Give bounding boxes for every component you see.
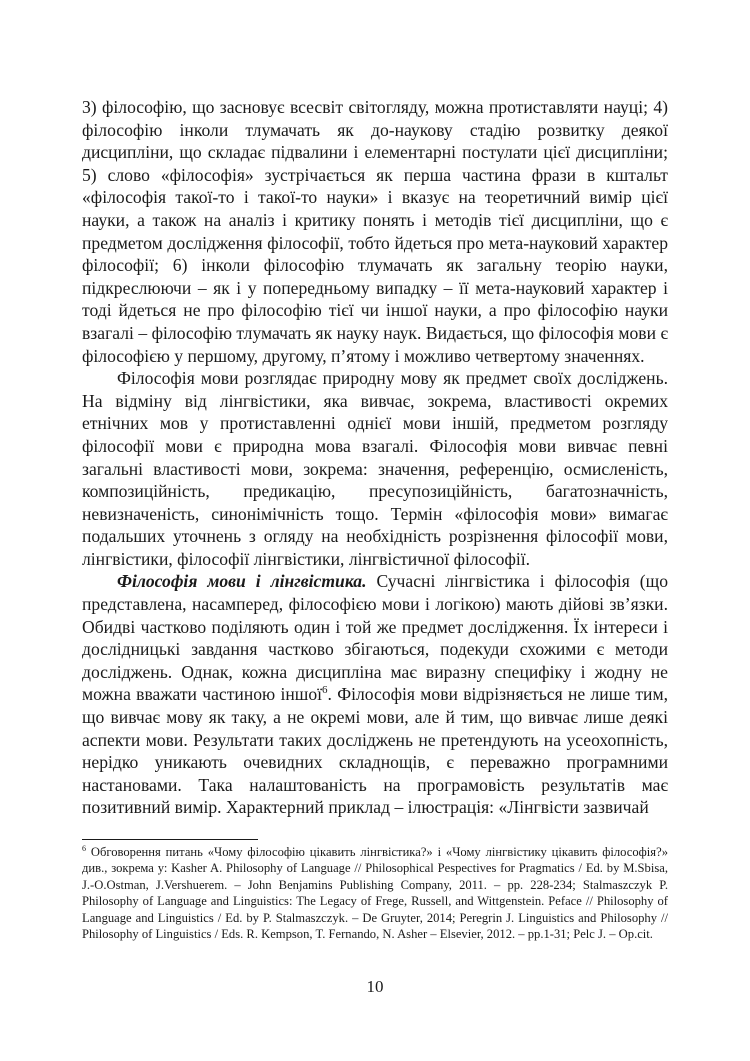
paragraph-3-text-part-2: . Філософія мови відрізняється не лише тим, що вивчає мову як таку, а не окремі мови, але й тим, що вивчає лише деякі аспекти мови. Результати таких досліджень не претендують на усеохопність, нерідко уникають очевидних складнощів, є переважно програмними настановами. Така налаштованість на програмовість результатів має позитивний вимір. Характерний приклад – ілюстрація: «Лінгвісти зазвичай: [82, 684, 668, 818]
footnote-separator: [82, 839, 258, 840]
body-text: [82, 96, 668, 819]
footnote-number: 6: [82, 843, 86, 853]
section-heading: Філософія мови і лінгвістика.: [117, 571, 367, 592]
footnote: [82, 844, 668, 942]
footnote-text: Обговорення питань «Чому філософію цікавить лінгвістика?» і «Чому лінгвістику цікавить філософія?» див., зокрема у: Kasher A. Philosophy of Language // Philosophical Pespectives for Pragmatics / Ed. by M.Sbisa, J.-O.Ostman, J.Vershuerem. – John Benjamins Publishing Company, 2011. – pp. 228-234; Stalmaszczyk P. Philosophy of Language and Linguistics: The Legacy of Frege, Russell, and Wittgenstein. Peface // Philosophy of Language and Linguistics / Ed. by P. Stalmaszczyk. – De Gruyter, 2014; Peregrin J. Linguistics and Philosophy // Philosophy of Linguistics / Eds. R. Kempson, T. Fernando, N. Asher – Elsevier, 2012. – pp.1-31; Pelc J. – Op.cit.: [82, 845, 668, 942]
paragraph-3: [82, 570, 668, 819]
paragraph-1: 3) філософію, що засновує всесвіт світогляду, можна протиставляти науці; 4) філософію інколи тлумачать як до-наукову стадію розвитку деякої дисципліни, що складає підвалини і елементарні постулати цієї дисципліни; 5) слово «філософія» зустрічається як перша частина фрази в кштальт «філософія такої-то і такої-то науки» і вказує на теоретичний вимір цієї науки, а також на аналіз і критику понять і методів тієї дисципліни, що є предметом дослідження філософії, тобто йдеться про мета-науковий характер філософії; 6) інколи філософію тлумачать як загальну теорію науки, підкреслюючи – як і у попередньому випадку – її мета-науковий характер і тоді йдеться не про філософію тієї чи іншої науки, а про філософію науки взагалі – філософію тлумачать як науку наук. Видається, що філософія мови є філософією у першому, другому, п’ятому і можливо четвертому значеннях.: [82, 97, 668, 366]
paragraph-2: Філософія мови розглядає природну мову як предмет своїх досліджень. На відміну від лінгвістики, яка вивчає, зокрема, властивості окремих етнічних мов у протиставленні однієї мови іншій, предметом розгляду філософії мови є природна мова взагалі. Філософія мови вивчає певні загальні властивості мови, зокрема: значення, референцію, осмисленість, композиційність, предикацію, пресупозиційність, багатозначність, невизначеність, синонімічність тощо. Термін «філософія мови» вимагає подальших уточнень з огляду на необхідність розрізнення філософії мови, лінгвістики, філософії лінгвістики, лінгвістичної філософії.: [82, 368, 668, 569]
paragraph-3-text-part-1: Сучасні лінгвістика і філософія (що представлена, насамперед, філософією мови і логікою) мають дійові зв’язки. Обидві частково поділяють один і той же предмет дослідження. Їх інтереси і дослідницькі завдання частково збігаються, подекуди схожими є методи досліджень. Однак, кожна дисципліна має виразну специфіку і жодну не можна вважати частиною іншої: [82, 571, 669, 705]
footnote-reference[interactable]: 6: [322, 684, 328, 697]
page-number: 10: [366, 977, 384, 996]
